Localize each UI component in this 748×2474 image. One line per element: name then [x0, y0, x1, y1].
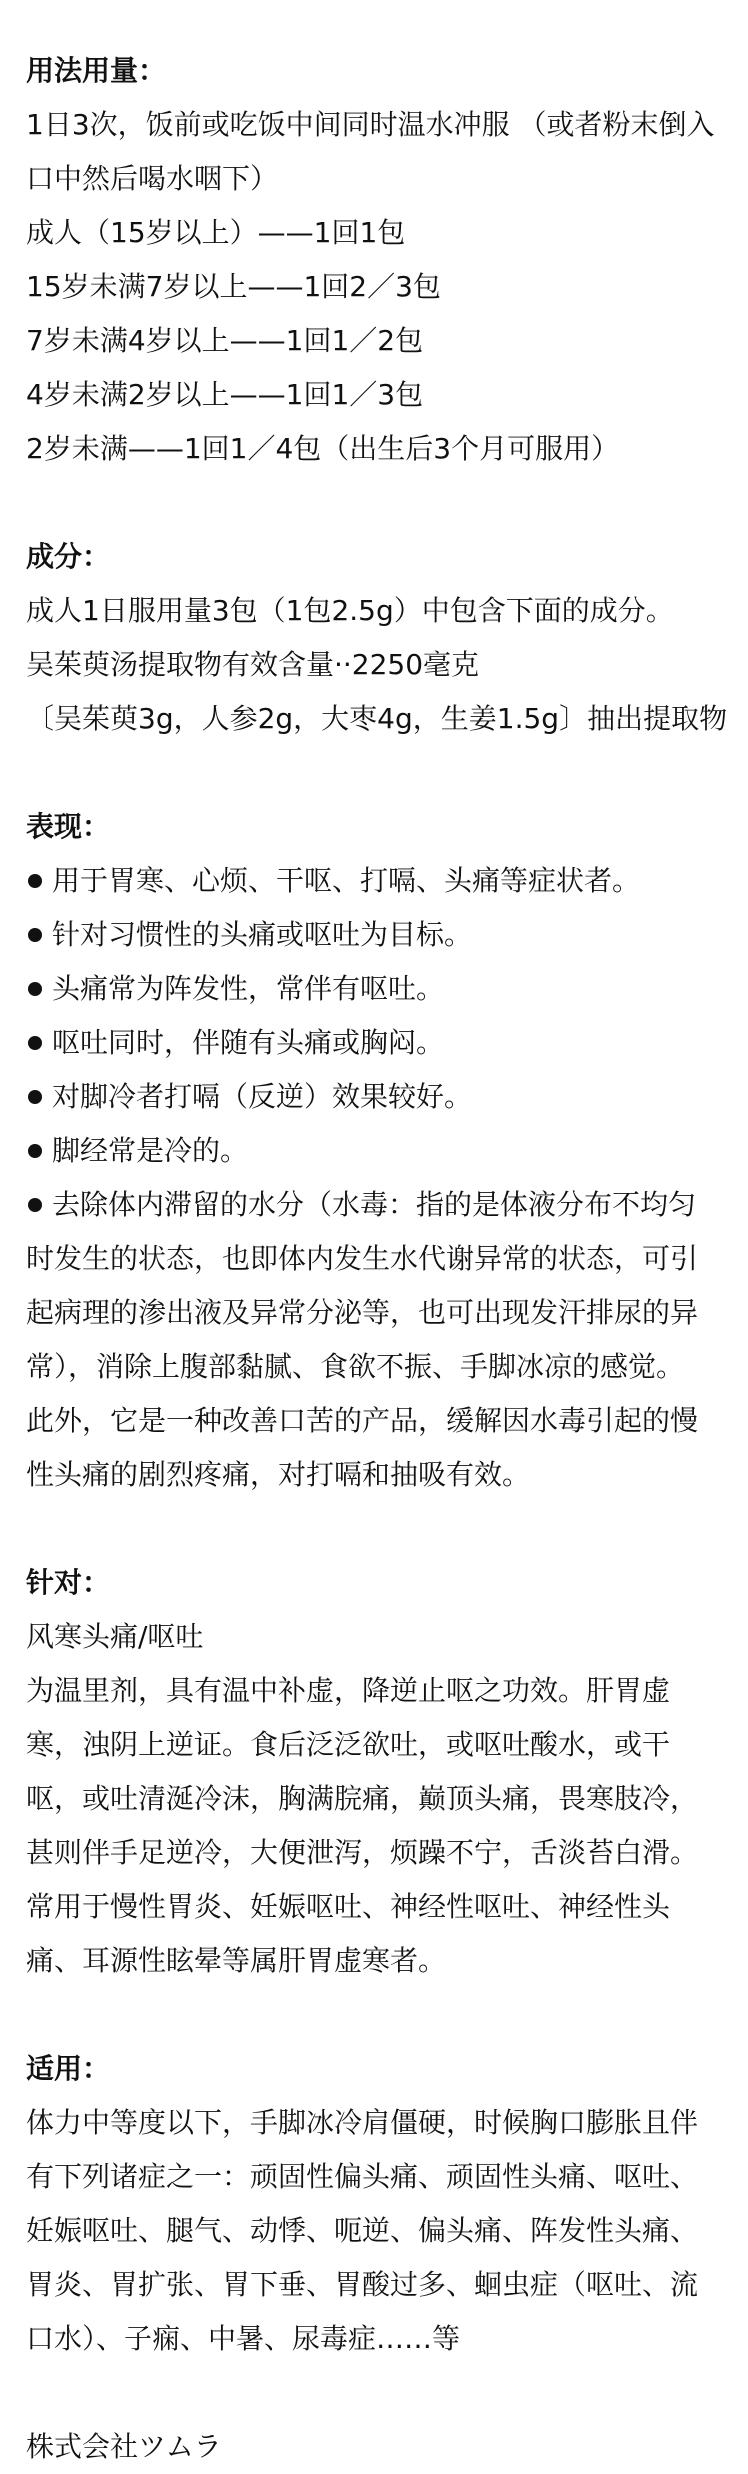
symptom-bullet — [26, 854, 722, 908]
target-line: 甚则伴手足逆冷，大便泄泻，烦躁不宁，舌淡苔白滑。 — [26, 1836, 699, 1869]
target-line: 呕，或吐清涎冷沫，胸满脘痛，巅顶头痛，畏寒肢冷， — [26, 1782, 699, 1815]
symptom-continuation: 常），消除上腹部黏腻、食欲不振、手脚冰凉的感觉。 — [26, 1350, 685, 1383]
symptom-text: 呕吐同时，伴随有头痛或胸闷。 — [52, 1026, 445, 1059]
target-line: 风寒头痛/呕吐 — [26, 1620, 204, 1653]
bullet-dot-icon — [28, 1198, 42, 1212]
indications-line: 体力中等度以下，手脚冰冷肩僵硬，时候胸口膨胀且伴 — [26, 2106, 699, 2139]
symptom-continuation: 性头痛的剧烈疼痛，对打嗝和抽吸有效。 — [26, 1458, 531, 1491]
section-spacer — [26, 1988, 722, 2042]
symptom-text: 对脚冷者打嗝（反逆）效果较好。 — [52, 1080, 473, 1113]
indications-line: 胃炎、胃扩张、胃下垂、胃酸过多、蛔虫症（呕吐、流 — [26, 2268, 699, 2301]
symptom-continuation: 时发生的状态，也即体内发生水代谢异常的状态，可引 — [26, 1242, 699, 1275]
usage-heading: 用法用量： — [26, 54, 167, 87]
indications-heading: 适用： — [26, 2052, 111, 2085]
symptom-bullet — [26, 1124, 722, 1178]
usage-line: 1日3次，饭前或吃饭中间同时温水冲服 （或者粉末倒入 — [26, 108, 715, 141]
section-spacer — [26, 1502, 722, 1556]
symptom-text: 头痛常为阵发性，常伴有呕吐。 — [52, 972, 445, 1005]
symptom-bullet — [26, 1070, 722, 1124]
usage-line: 2岁未满——1回1／4包（出生后3个月可服用） — [26, 432, 620, 465]
bullet-dot-icon — [28, 874, 42, 888]
bullet-dot-icon — [28, 1144, 42, 1158]
section-spacer — [26, 2366, 722, 2420]
symptoms-heading: 表现： — [26, 810, 111, 843]
symptom-continuation: 起病理的渗出液及异常分泌等，也可出现发汗排尿的异 — [26, 1296, 699, 1329]
usage-line: 4岁未满2岁以上——1回1／3包 — [26, 378, 424, 411]
section-spacer — [26, 476, 722, 530]
usage-line: 15岁未满7岁以上——1回2／3包 — [26, 270, 441, 303]
target-line: 为温里剂，具有温中补虚，降逆止呕之功效。肝胃虚 — [26, 1674, 671, 1707]
bullet-dot-icon — [28, 1036, 42, 1050]
target-line: 痛、耳源性眩晕等属肝胃虚寒者。 — [26, 1944, 447, 1977]
symptom-text: 针对习惯性的头痛或呕吐为目标。 — [52, 918, 473, 951]
indications-line: 有下列诸症之一：顽固性偏头痛、顽固性头痛、呕吐、 — [26, 2160, 699, 2193]
symptom-continuation: 此外，它是一种改善口苦的产品，缓解因水毒引起的慢 — [26, 1404, 699, 1437]
ingredients-section — [26, 530, 728, 746]
symptom-bullet — [26, 1016, 722, 1070]
target-line: 寒，浊阴上逆证。食后泛泛欲吐，或呕吐酸水，或干 — [26, 1728, 671, 1761]
ingredients-line: 成人1日服用量3包（1包2.5g）中包含下面的成分。 — [26, 594, 674, 627]
bullet-dot-icon — [28, 982, 42, 996]
indications-line: 妊娠呕吐、腿气、动悸、呃逆、偏头痛、阵发性头痛、 — [26, 2214, 699, 2247]
usage-line: 7岁未满4岁以上——1回1／2包 — [26, 324, 424, 357]
section-spacer — [26, 746, 722, 800]
target-line: 常用于慢性胃炎、妊娠呕吐、神经性呕吐、神经性头 — [26, 1890, 671, 1923]
symptom-bullet — [26, 962, 722, 1016]
indications-section — [26, 2042, 722, 2366]
symptom-text: 用于胃寒、心烦、干呕、打嗝、头痛等症状者。 — [52, 864, 641, 897]
ingredients-line: 吴茱萸汤提取物有效含量··2250毫克 — [26, 648, 480, 681]
bullet-dot-icon — [28, 1090, 42, 1104]
symptom-bullet — [26, 908, 722, 962]
target-section — [26, 1556, 722, 1988]
company-name: 株式会社ツムラ — [26, 2430, 222, 2463]
usage-section — [26, 44, 722, 476]
symptom-bullet — [26, 1178, 722, 1232]
bullet-dot-icon — [28, 928, 42, 942]
target-heading: 针对： — [26, 1566, 111, 1599]
usage-line: 口中然后喝水咽下） — [26, 162, 279, 195]
indications-line: 口水）、子痫、中暑、尿毒症……等 — [26, 2322, 461, 2355]
ingredients-heading: 成分： — [26, 540, 111, 573]
symptoms-section — [26, 800, 722, 1502]
symptom-text: 脚经常是冷的。 — [52, 1134, 249, 1167]
symptom-text: 去除体内滞留的水分（水毒：指的是体液分布不均匀 — [52, 1188, 697, 1221]
usage-line: 成人（15岁以上）——1回1包 — [26, 216, 406, 249]
ingredients-line: 〔吴茱萸3g，人参2g，大枣4g，生姜1.5g〕抽出提取物 — [26, 702, 728, 735]
